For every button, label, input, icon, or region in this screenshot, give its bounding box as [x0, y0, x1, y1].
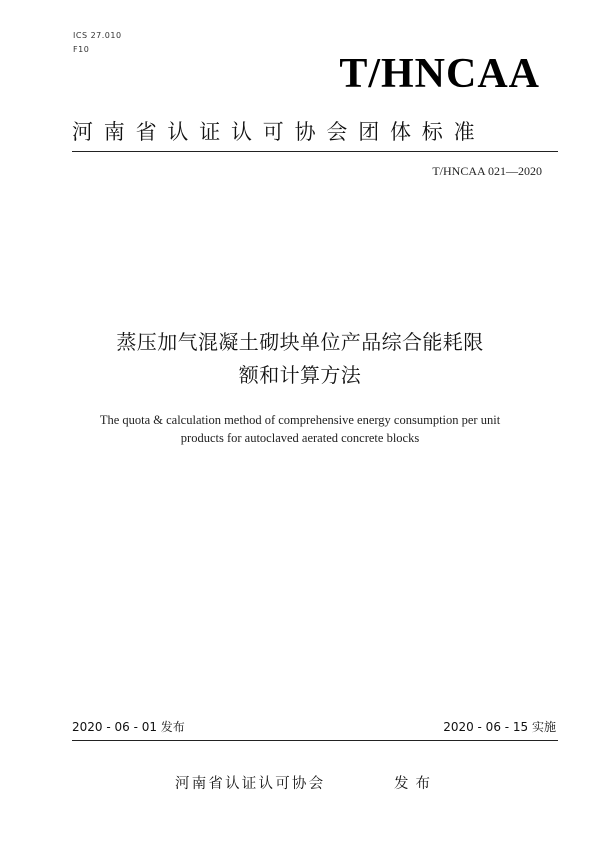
publisher-name: 河南省认证认可协会: [175, 776, 326, 792]
title-chinese-line-2: 额和计算方法: [238, 363, 362, 387]
title-chinese-line-1: 蒸压加气混凝土砌块单位产品综合能耗限: [116, 330, 484, 354]
standard-mark: T/HNCAA: [339, 51, 540, 97]
publisher-action: 发布: [394, 776, 437, 792]
implementation-date: 2020 - 06 - 15 实施: [443, 720, 556, 734]
issue-date: 2020 - 06 - 01 发布: [72, 720, 185, 734]
title-english-line-1: The quota & calculation method of comprehensive energy consumption per unit: [99, 413, 501, 427]
standard-number: T/HNCAA 021—2020: [432, 164, 542, 178]
title-english-line-2: products for autoclaved aerated concrete blocks: [180, 431, 420, 445]
ics-code: ICS 27.010: [73, 31, 122, 40]
top-divider: [72, 151, 558, 152]
ccs-code: F10: [73, 45, 90, 54]
bottom-divider: [72, 740, 558, 741]
organization-standard-title: 河南省认证认可协会团体标准: [72, 120, 486, 144]
